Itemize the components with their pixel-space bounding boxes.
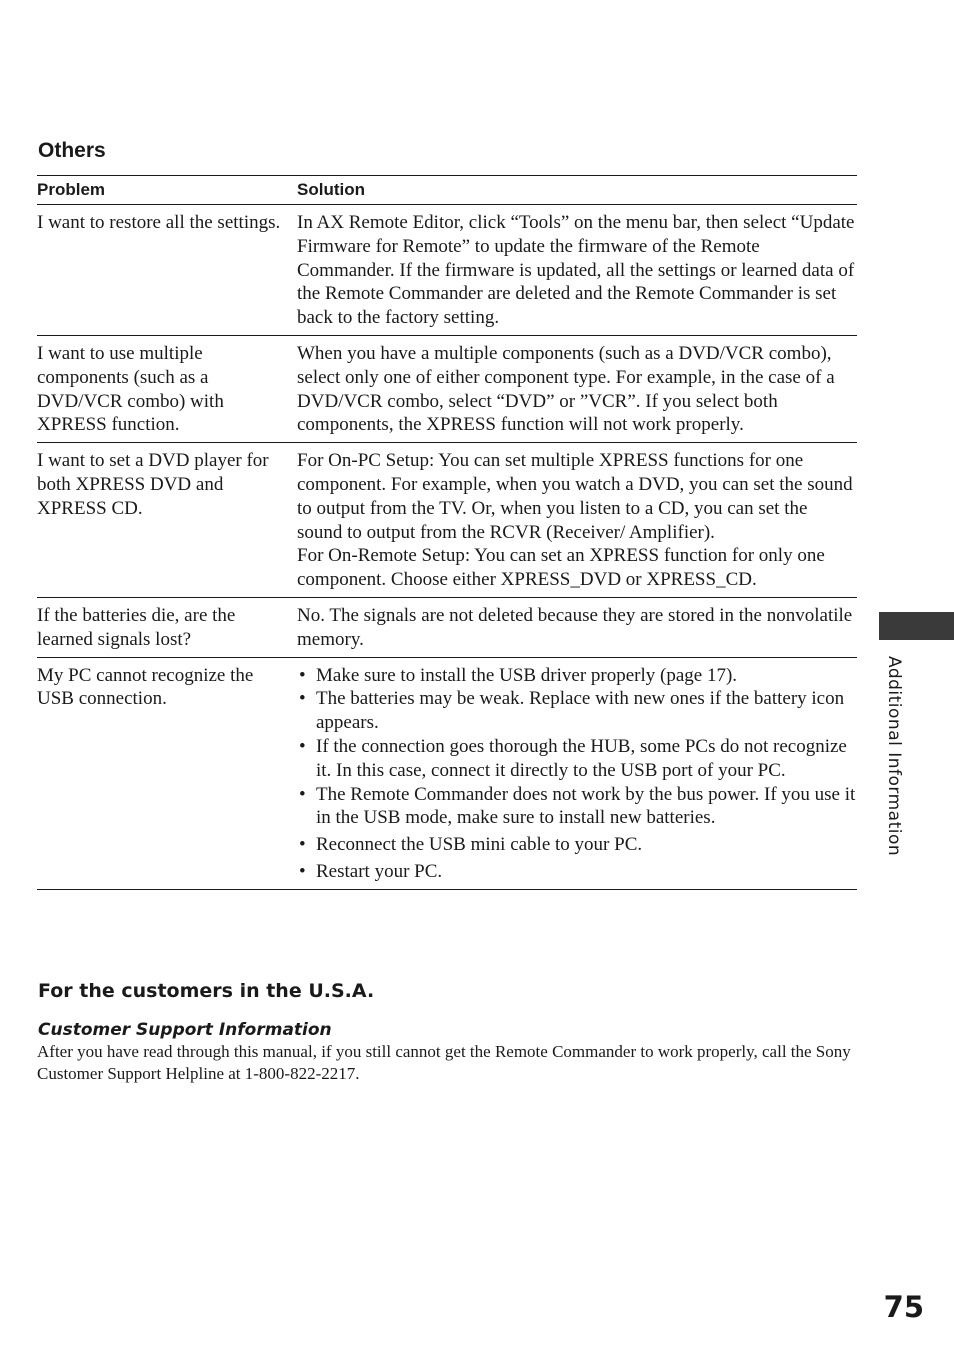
table-row [37,657,857,889]
solution-bullet-list [297,664,857,884]
problem-cell: If the batteries die, are the learned signals lost? [37,597,297,657]
page-number: 75 [883,1290,924,1324]
customers-heading: For the customers in the U.S.A. [38,980,375,1002]
solution-text: For On-Remote Setup: You can set an XPRESS function for only one component. Choose either XPRESS_DVD or XPRESS_CD. [297,545,825,591]
solution-column-header: Solution [297,176,857,205]
problem-column-header: Problem [37,176,297,205]
support-paragraph: After you have read through this manual, if you still cannot get the Remote Commander to work properly, call the Sony Customer Support Helpline at 1-800-822-2217. [37,1042,851,1083]
list-item: • The Remote Commander does not work by the bus power. If you use it in the USB mode, make sure to install new batteries. [297,783,857,831]
solution-cell [297,205,857,336]
troubleshooting-table [37,175,857,890]
table-row [37,443,857,598]
problem-cell: I want to use multiple components (such as a DVD/VCR combo) with XPRESS function. [37,335,297,442]
solution-cell [297,335,857,442]
solution-text: No. The signals are not deleted because they are stored in the nonvolatile memory. [297,604,853,650]
side-section-label: Additional Information [884,656,904,857]
table-header-row [37,176,857,205]
solution-cell [297,657,857,889]
section-tab-marker [879,612,954,640]
table-row [37,597,857,657]
table-row [37,205,857,336]
problem-cell: I want to restore all the settings. [37,205,297,336]
problem-cell: My PC cannot recognize the USB connection. [37,657,297,889]
solution-cell [297,443,857,598]
problem-cell: I want to set a DVD player for both XPRESS DVD and XPRESS CD. [37,443,297,598]
list-item: • Make sure to install the USB driver properly (page 17). [297,664,857,688]
list-item: • If the connection goes thorough the HUB, some PCs do not recognize it. In this case, connect it directly to the USB port of your PC. [297,735,857,783]
section-title: Others [38,139,106,162]
list-item: • The batteries may be weak. Replace with new ones if the battery icon appears. [297,687,857,735]
solution-text: For On-PC Setup: You can set multiple XPRESS functions for one component. For example, when you watch a DVD, you can set the sound to output from the TV. Or, when you listen to a CD, you can set the sound to output from the RCVR (Receiver/ Amplifier). [297,450,853,543]
solution-cell [297,597,857,657]
table-row [37,335,857,442]
solution-text: When you have a multiple components (such as a DVD/VCR combo), select only one of either component type. For example, in the case of a DVD/VCR combo, select “DVD” or ”VCR”. If you select both components, the XPRESS function will not work properly. [297,342,835,436]
list-item: • Reconnect the USB mini cable to your PC. [297,833,857,857]
support-subheading: Customer Support Information [38,1020,332,1040]
solution-text: In AX Remote Editor, click “Tools” on the menu bar, then select “Update Firmware for Remote” to update the firmware of the Remote Commander. If the firmware is updated, all the settings or learned data of the Remote Commander are deleted and the Remote Commander is set back to the factory setting. [297,212,855,329]
list-item: • Restart your PC. [297,860,857,884]
